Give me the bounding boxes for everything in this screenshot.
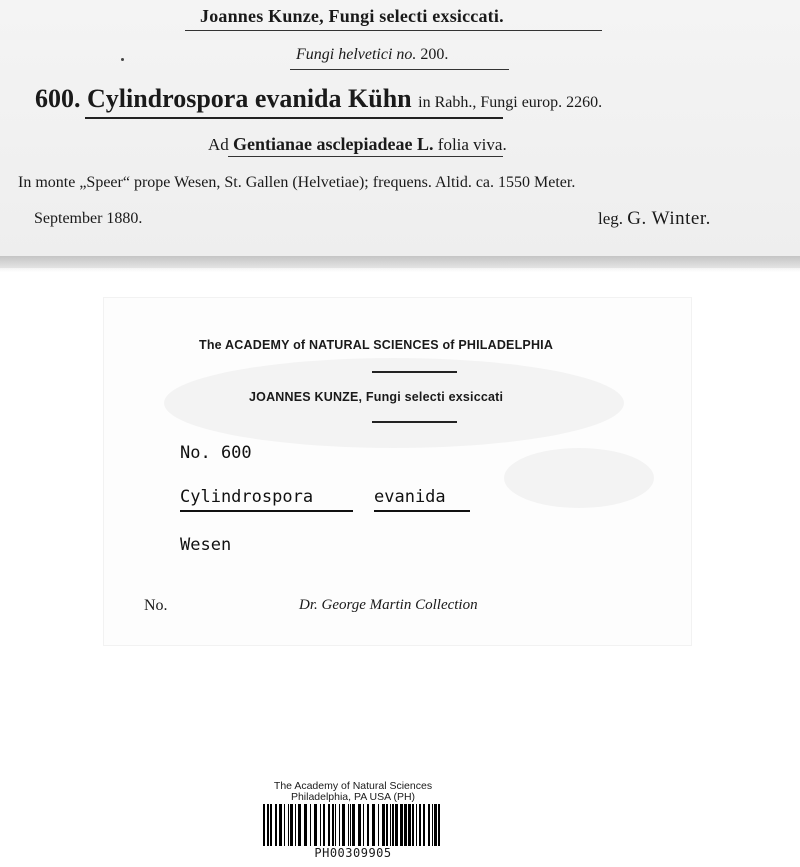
no-label: No. — [144, 597, 168, 614]
academy-card — [104, 298, 691, 645]
collector-line — [598, 208, 711, 230]
genus-name: Cylindrospora — [180, 487, 314, 507]
collection-date: September 1880. — [34, 210, 143, 227]
series-rule — [372, 421, 457, 423]
institution-heading: The ACADEMY of NATURAL SCIENCES of PHILADELPHIA — [199, 338, 554, 352]
subtitle-rule — [290, 69, 509, 70]
card-locality: Wesen — [180, 535, 232, 555]
species-rule — [85, 117, 503, 119]
specimen-number: No. 600 — [180, 443, 252, 463]
barcode-label — [258, 778, 448, 867]
exsiccata-label — [0, 0, 800, 268]
barcode-id: PH00309905 — [314, 846, 392, 860]
epithet-underline — [374, 510, 470, 512]
barcode-institution: The Academy of Natural Sciences — [273, 780, 433, 792]
barcode-image — [261, 804, 445, 846]
host-rule — [228, 156, 503, 157]
genus-underline — [180, 510, 353, 512]
series-subtitle-prefix: Fungi helvetici no. — [296, 46, 417, 63]
barcode-location: Philadelphia, PA USA (PH) — [290, 791, 416, 803]
exsiccata-title: Joannes Kunze, Fungi selecti exsiccati. — [200, 6, 504, 26]
series-subtitle-number: 200. — [420, 46, 449, 63]
host-suffix: folia viva. — [437, 135, 507, 154]
host-line — [208, 134, 507, 155]
host-name: Gentianae asclepiadeae L. — [233, 134, 434, 154]
species-epithet: evanida — [374, 487, 446, 507]
locality-text: In monte „Speer“ prope Wesen, St. Gallen (Helvetiae); frequens. Altid. ca. 1550 Meter. — [18, 174, 576, 191]
species-authority: in Rabh., Fungi europ. 2260. — [418, 94, 603, 111]
paper-smudge — [504, 448, 654, 508]
host-prefix: Ad — [208, 135, 229, 154]
ink-dot — [121, 58, 124, 61]
species-name: Cylindrospora evanida Kühn — [87, 84, 412, 113]
title-rule — [185, 30, 602, 31]
collection-name: Dr. George Martin Collection — [299, 597, 478, 613]
collection-series: JOANNES KUNZE, Fungi selecti exsiccati — [249, 390, 504, 404]
species-line — [35, 84, 602, 114]
collector-name: G. Winter. — [627, 208, 711, 229]
collector-prefix: leg. — [598, 209, 624, 228]
series-subtitle — [296, 46, 448, 64]
label-edge-shadow — [0, 256, 800, 272]
species-number: 600. — [35, 84, 81, 113]
heading-rule — [372, 371, 457, 373]
